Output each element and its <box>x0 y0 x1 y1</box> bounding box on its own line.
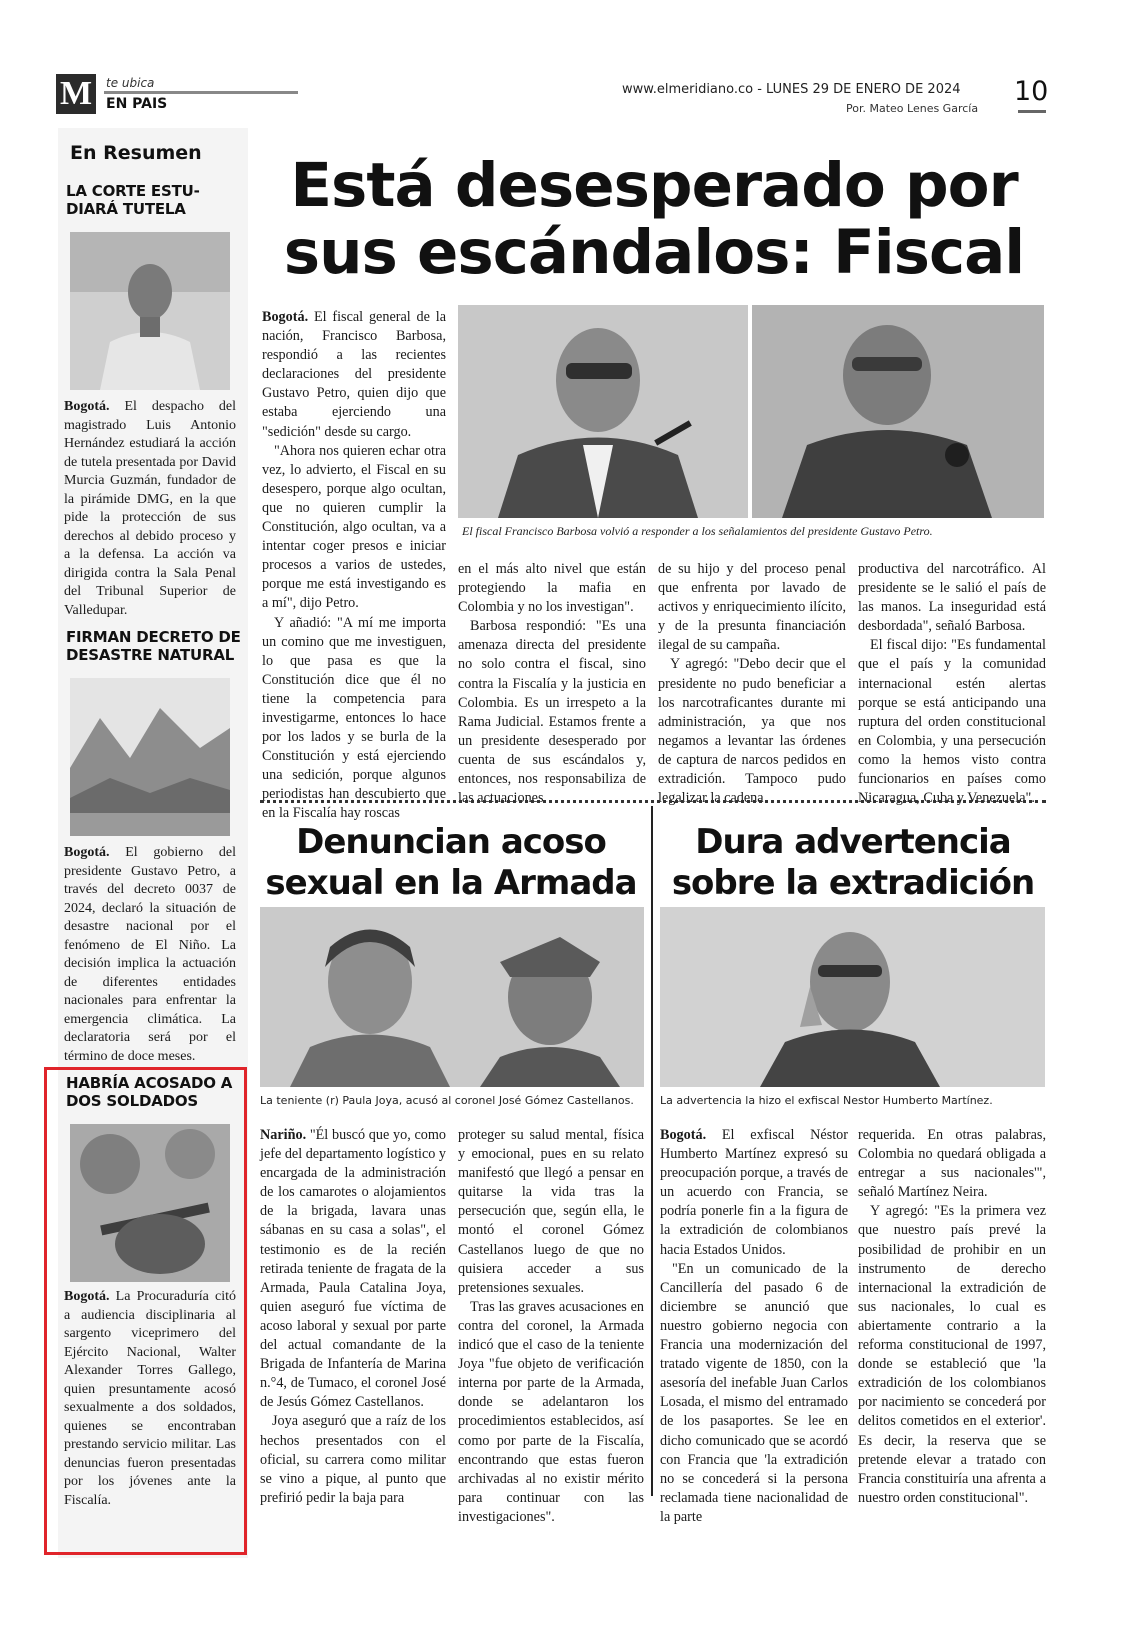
extradicion-col-1: Bogotá. El exfiscal Néstor Humberto Martínez expresó su preocupación porque, a través de un acuerdo con Francia, se podría ponerle fin a la figura de la extradición de colombianos hacia Estados Unidos. "En un comunicado de la Cancillería del pasado 6 de diciembre se anunció que nuestro gobierno negocia con Francia una modernización del tratado vigente de 1850, con la asesoría del inefable Juan Carlos Losada, el mismo del entramado de los pasaportes. Se lee en dicho comunicado que se acordó con Francia que 'la extradición no se concederá si la persona reclamada tiene nacionalidad de la parte <box>660 1127 848 1525</box>
photo-petro <box>752 305 1044 518</box>
main-story-col-1: Bogotá. El fiscal general de la nación, Francisco Barbosa, respondió a las recientes declaraciones del presidente Gustavo Petro, quien dijo que estaba ejerciendo una "sedición" desde su cargo. "Ahora nos quieren echar otra vez, lo advierto, el Fiscal en su desespero, porque algo ocultan, que no quieren cumplir la Constitución, algo ocultan, va a intentar coger presos e iniciar procesos a varios de ustedes, porque me está investigando es a mí", dijo Petro. Y añadió: "A mí me importa un comino que me investiguen, lo que pasa es que la Constitución dice que él no tiene la competencia para investigarme, entonces lo hace por los lados y se burla de la Constitución y está ejerciendo una sedición, porque algunos periodistas han descubierto que en la Fiscalía hay roscas <box>262 309 446 822</box>
photo-david-murcia <box>70 232 230 390</box>
column-divider <box>651 806 653 1496</box>
main-headline: Está desesperado por sus escándalos: Fiscal <box>283 150 1025 288</box>
armada-col-1: Nariño. "Él buscó que yo, como jefe del departamento logístico y encargada de la administración de los camarotes o alojamientos de la brigada, lavara unas sábanas en su casa a solas", el testimonio es de la recién retirada teniente de fragata de la Armada, Paula Catalina Joya, quien aseguró fue víctima de acoso laboral y sexual por parte del actual comandante de la Brigada de Infantería de Marina n.°4, de Tumaco, el coronel José de Jesús Gómez Castellanos. Joya aseguró que a raíz de los hechos presentados con el oficial, su carrera como militar se vino a pique, al punto que prefirió pedir la baja para <box>260 1127 446 1506</box>
photo-soldier <box>70 1124 230 1282</box>
story-separator <box>260 800 1046 803</box>
main-photo-caption: El fiscal Francisco Barbosa volvió a responder a los señalamientos del presidente Gustavo Petro. <box>462 524 933 538</box>
page-number-rule <box>1018 110 1046 113</box>
armada-col-2: proteger su salud mental, física y emocional, pues en su relato manifestó que llegó a pensar en quitarse la vida tras la persecución que, según ella, le montó el coronel Gómez Castellanos luego de que no quisiera acceder a sus pretensiones sexuales. Tras las graves acusaciones en contra del coronel, la Armada indicó que el caso de la teniente Joya "fue objeto de verificación interna por parte de la Armada, donde se adelantaron los procedimientos establecidos, así como por parte de la Fiscalía, encontrando que estas fueron archivadas al no existir mérito para continuar con las investigaciones". <box>458 1127 644 1525</box>
extradicion-photo-caption: La advertencia la hizo el exfiscal Nestor Humberto Martínez. <box>660 1094 993 1107</box>
photo-landscape <box>70 678 230 836</box>
photo-barbosa <box>458 305 748 518</box>
main-story-col-3: de su hijo y del proceso penal que enfrenta por lavado de activos y enriquecimiento ilícito, y de la presunta financiación ilegal de su campaña. Y agregó: "Debo decir que el presidente no pudo beneficiar a los narcotraficantes durante mi administración, ya que nos negamos a levantar las órdenes de captura de narcos pedidos en extradición. Tampoco pudo legalizar la cadena <box>658 561 846 807</box>
sidebar-item-text: Bogotá. El despacho del magistrado Luis Antonio Hernández estudiará la acción de tutela presentada por David Murcia Guzmán, fundador de la pirámide DMG, en la que pide la protección de sus derechos al debido proceso y a la defensa. La acción va dirigida contra la Sala Penal del Tribunal Superior de Valledupar. <box>64 399 236 618</box>
byline: Por. Mateo Lenes García <box>846 102 979 115</box>
header-rule <box>104 91 298 94</box>
sidebar-item-heading: HABRÍA ACOSADO A DOS SOLDADOS <box>66 1074 233 1110</box>
armada-photo-caption: La teniente (r) Paula Joya, acusó al coronel José Gómez Castellanos. <box>260 1094 634 1107</box>
photo-joya-gomez <box>260 907 644 1087</box>
site-date: www.elmeridiano.co - LUNES 29 DE ENERO DE 2024 <box>622 82 961 97</box>
armada-headline: Denuncian acoso sexual en la Armada <box>265 822 637 903</box>
page-number: 10 <box>1014 76 1049 107</box>
logo: M <box>56 74 96 114</box>
photo-martinez <box>660 907 1045 1087</box>
sidebar-item-heading: FIRMAN DECRETO DE DESASTRE NATURAL <box>66 628 241 664</box>
extradicion-headline: Dura advertencia sobre la extradición <box>671 822 1035 903</box>
main-story-col-4: productiva del narcotráfico. Al presidente se le salió el país de las manos. La inseguridad está desbordada", señaló Barbosa. El fiscal dijo: "Es fundamental que el país y la comunidad internacional estén alertas porque se está anticipando una ruptura del orden constitucional en Colombia, y una persecución como la hemos visto contra funcionarios en países como Nicaragua, Cuba y Venezuela". <box>858 561 1046 807</box>
sidebar-item-heading: LA CORTE ESTU-DIARÁ TUTELA <box>66 182 200 218</box>
sidebar-item-text: Bogotá. El gobierno del presidente Gustavo Petro, a través del decreto 0037 de 2024, declaró la situación de desastre nacional por el fenómeno de El Niño. La decisión implica la actuación de diferentes entidades nacionales para enfrentar la emergencia climática. La declaratoria será por el término de doce meses. <box>64 845 237 1064</box>
tagline: te ubica <box>106 76 155 90</box>
extradicion-col-2: requerida. En otras palabras, Colombia no quedará obligada a entregar a sus nacionales'", señaló Martínez Neira. Y agregó: "Es la primera vez que nuestro país prevé la posibilidad de prohibir en un instrumento de derecho internacional la extradición de sus nacionales, lo cual es abiertamente contrario a la reforma constitucional de 1997, donde se estableció que 'la extradición de los colombianos por nacimiento se concederá por delitos cometidos en el exterior'. Es decir, la reserva que se pretende elevar a tratado con Francia constituiría una afrenta a nuestro orden constitucional". <box>858 1127 1046 1506</box>
masthead <box>56 74 1049 122</box>
sidebar-item-text: Bogotá. La Procuraduría citó a audiencia disciplinaria al sargento viceprimero del Ejército Nacional, Walter Alexander Torres Gallego, quien presuntamente acosó sexualmente a dos soldados, quienes se encontraban prestando servicio militar. Las denuncias fueron presentadas por los jóvenes ante la Fiscalía. <box>64 1289 237 1508</box>
main-story-col-2: en el más alto nivel que están protegiendo la mafia en Colombia y no los investigan". Barbosa respondió: "Es una amenaza directa del presidente no solo contra el fiscal, sino contra la Fiscalía y la justicia en Colombia. Es un irrespeto a la Rama Judicial. Estamos frente a un presidente desesperado por cuenta de sus escándalos y, entonces, nos responsabiliza de las actuaciones <box>458 561 646 807</box>
sidebar-title: En Resumen <box>70 142 202 164</box>
section-label: EN PAIS <box>106 96 168 112</box>
